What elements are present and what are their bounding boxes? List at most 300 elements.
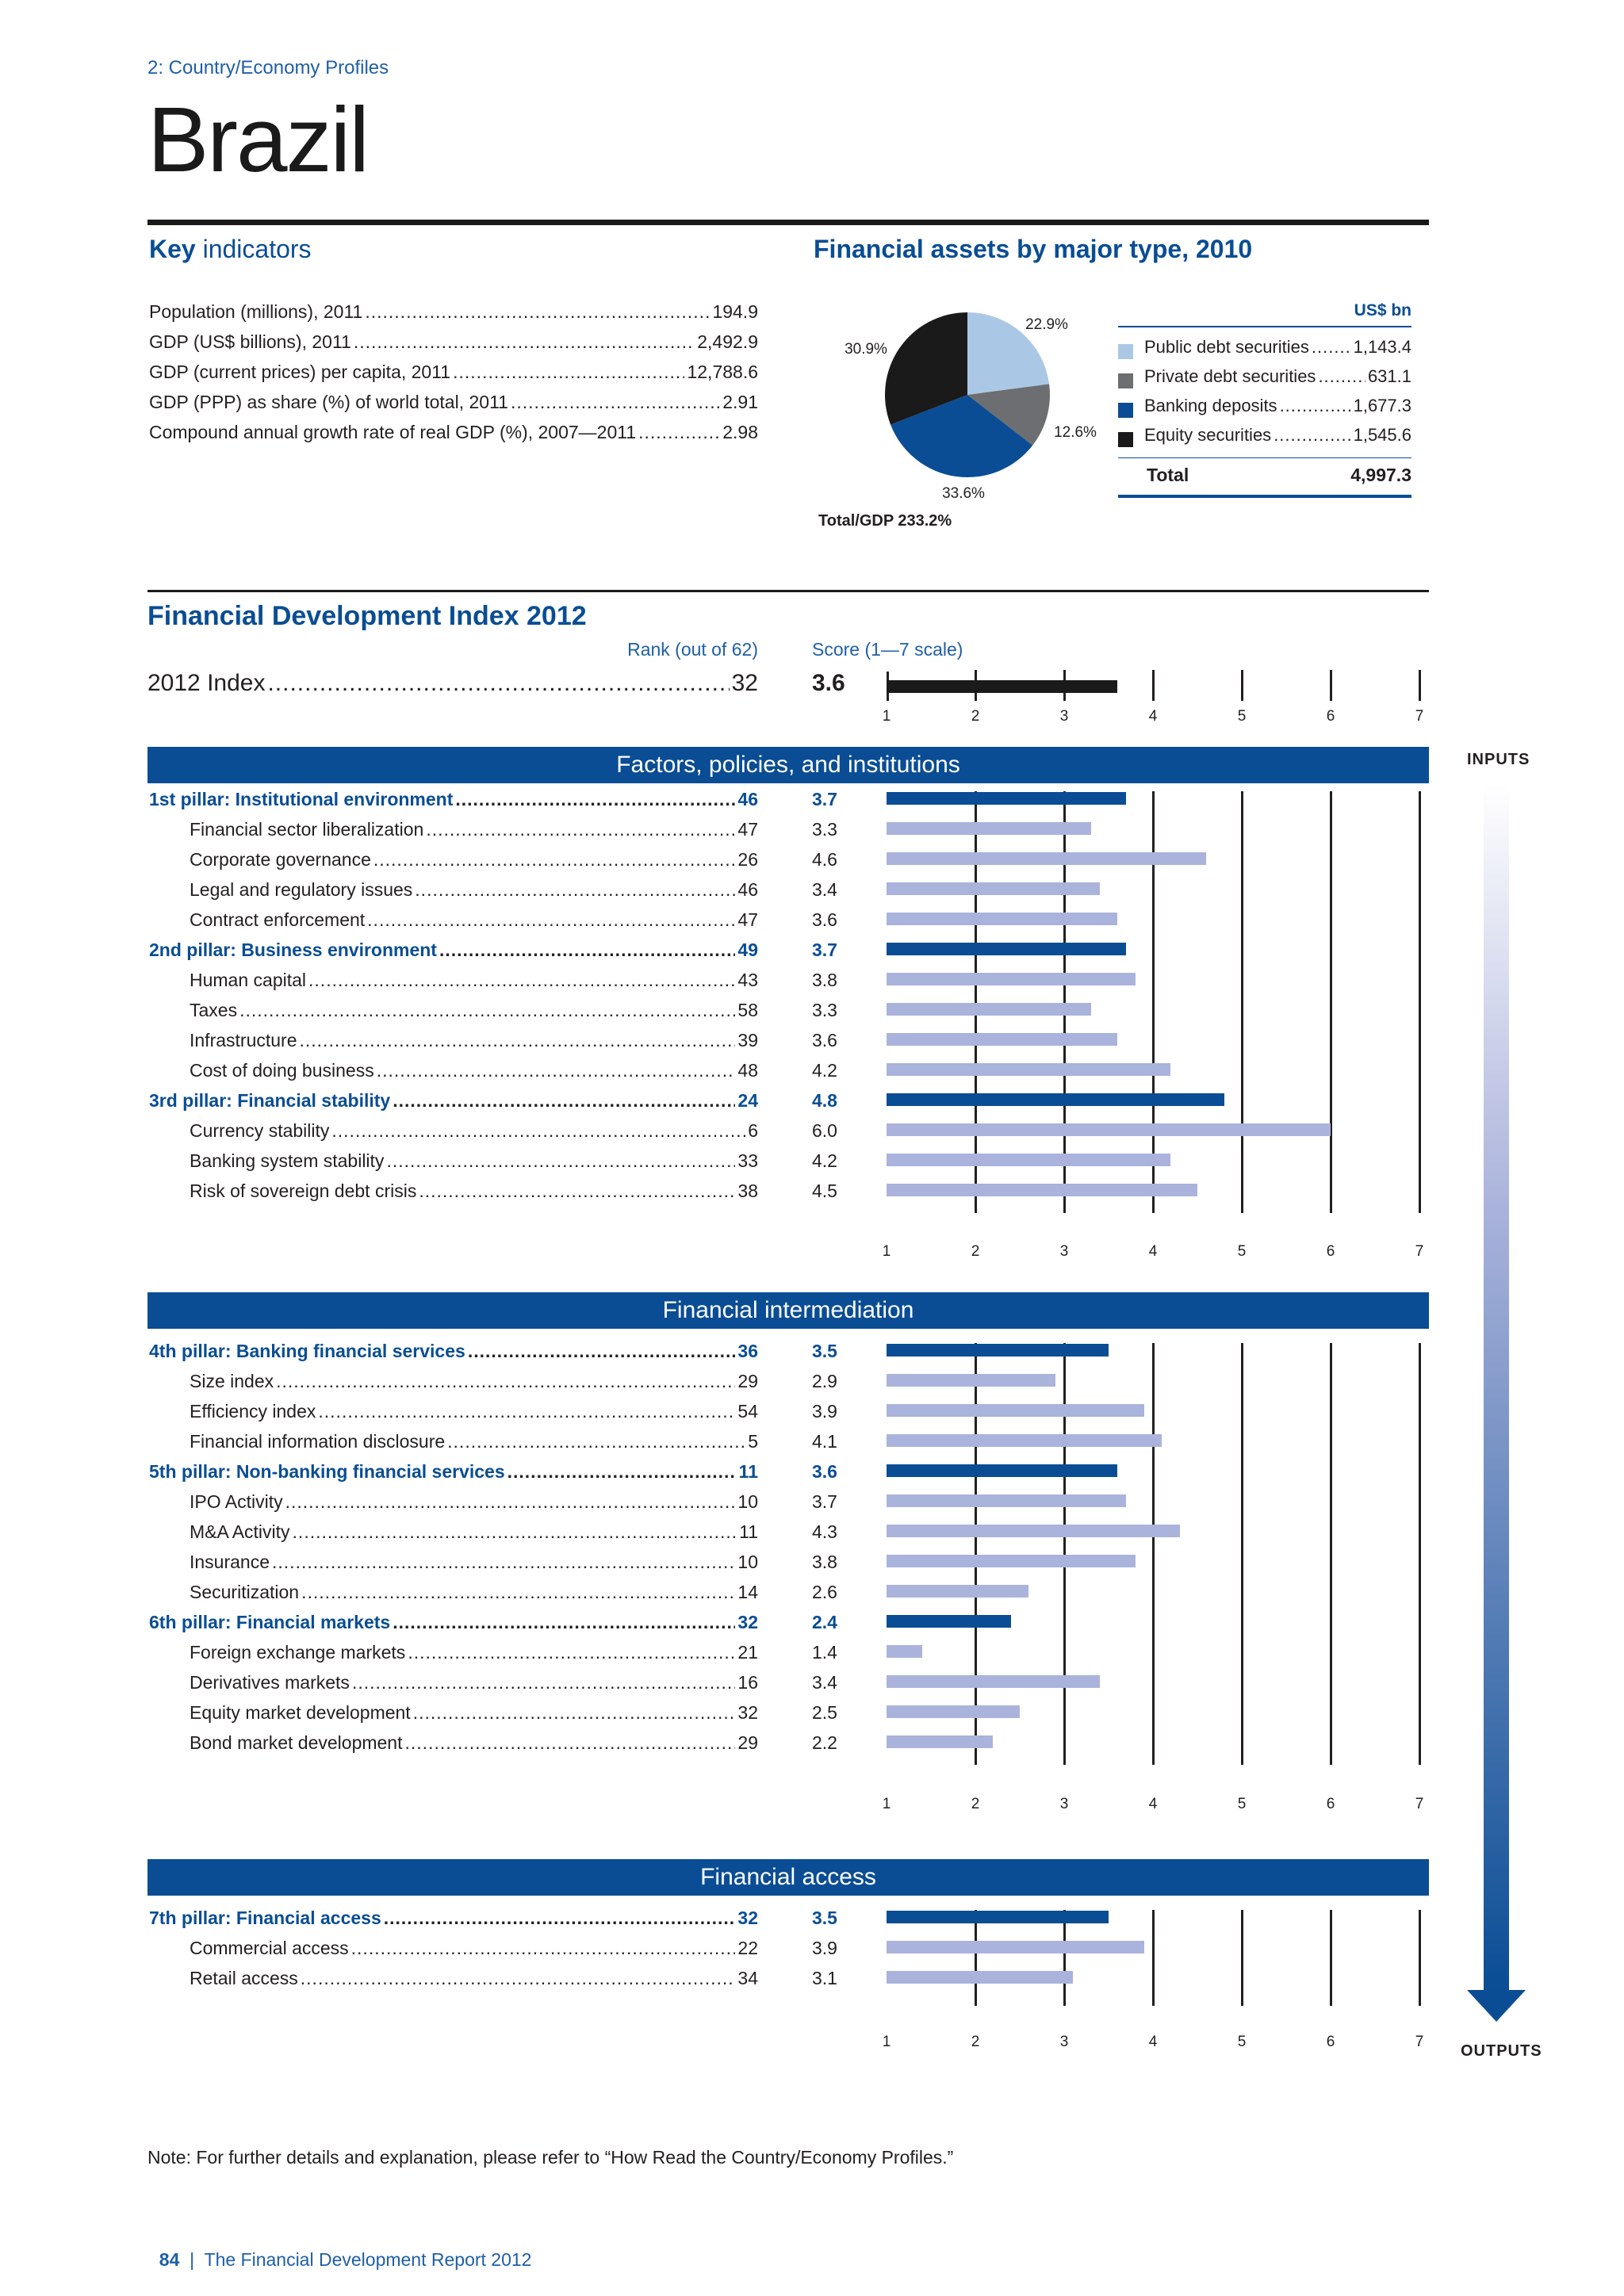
leader-dots — [373, 849, 736, 871]
pillar-row — [149, 939, 758, 970]
row-score: 2.5 — [812, 1702, 837, 1723]
indicator-row — [149, 1060, 758, 1090]
grid-line-section — [1152, 1910, 1155, 2006]
leader-dots — [285, 1491, 736, 1513]
inputs-label: INPUTS — [1467, 751, 1530, 768]
row-label: Securitization — [190, 1582, 300, 1602]
indicator-row — [149, 1672, 758, 1702]
row-score: 4.6 — [812, 849, 837, 870]
index-row — [147, 670, 758, 697]
indicator-row — [149, 879, 758, 909]
indicator-score-bar — [887, 1184, 1197, 1196]
leader-dots — [405, 1732, 736, 1754]
leader-dots — [413, 1702, 736, 1724]
section-band: Financial access — [147, 1859, 1429, 1896]
row-score: 4.8 — [812, 1090, 837, 1111]
row-rank: 47 — [737, 909, 758, 930]
leader-dots — [301, 1582, 735, 1603]
row-score: 3.6 — [812, 1030, 837, 1050]
axis-tick-label: 6 — [1326, 1243, 1335, 1260]
leader-dots — [276, 1371, 735, 1392]
index-score: 3.6 — [812, 670, 845, 696]
row-score: 3.6 — [812, 1461, 837, 1482]
row-label: Infrastructure — [190, 1030, 297, 1050]
leader-dots — [331, 1120, 745, 1142]
row-rank: 32 — [737, 1702, 758, 1723]
row-label: Financial information disclosure — [190, 1431, 446, 1452]
key-indicator-row — [149, 331, 758, 362]
legend-value: 631.1 — [1367, 366, 1411, 386]
row-label: Bond market development — [190, 1732, 403, 1753]
axis-tick-label: 7 — [1415, 2034, 1424, 2050]
legend-item — [1118, 396, 1411, 424]
key-indicator-row — [149, 362, 758, 392]
row-score: 2.9 — [812, 1371, 837, 1391]
legend-swatch — [1118, 344, 1133, 359]
leader-dots — [1274, 425, 1350, 446]
grid-line-section — [1330, 1910, 1332, 2006]
indicator-row — [149, 1120, 758, 1150]
indicator-score-bar — [887, 1434, 1162, 1447]
indicator-row — [149, 819, 758, 849]
legend-total-value: 4,997.3 — [1350, 465, 1411, 485]
section-band: Factors, policies, and institutions — [147, 747, 1429, 783]
axis-tick-label: 1 — [882, 708, 891, 725]
row-label: 2nd pillar: Business environment — [149, 939, 437, 960]
row-score: 4.5 — [812, 1181, 837, 1201]
pillar-row — [149, 1908, 758, 1938]
axis-tick-label: 6 — [1326, 708, 1335, 725]
grid-line-section — [1152, 1343, 1155, 1765]
key-indicators-heading — [149, 235, 312, 264]
indicator-score-bar — [887, 1971, 1073, 1984]
key-indicator-value: 2.91 — [722, 392, 758, 412]
pillar-score-bar — [887, 792, 1126, 805]
leader-dots — [384, 1908, 736, 1929]
indicator-row — [149, 1401, 758, 1431]
leader-dots — [419, 1181, 735, 1202]
row-label: 3rd pillar: Financial stability — [149, 1090, 391, 1111]
grid-line-section — [1419, 791, 1421, 1213]
leader-dots — [239, 1000, 735, 1021]
row-score: 3.4 — [812, 879, 837, 900]
row-label: Currency stability — [190, 1120, 330, 1141]
row-label: Contract enforcement — [190, 909, 366, 930]
indicator-score-bar — [887, 1154, 1170, 1166]
row-label: Commercial access — [190, 1938, 349, 1958]
legend-swatch — [1118, 373, 1133, 388]
top-divider — [147, 220, 1429, 225]
row-rank: 21 — [737, 1642, 758, 1663]
leader-dots — [351, 1938, 736, 1959]
row-score: 3.3 — [812, 1000, 837, 1020]
grid-line-index — [1330, 670, 1332, 701]
row-label: Derivatives markets — [190, 1672, 350, 1693]
row-score: 3.5 — [812, 1341, 837, 1361]
grid-line-section — [1419, 1343, 1421, 1765]
row-rank: 38 — [737, 1181, 758, 1201]
row-rank: 46 — [737, 789, 758, 809]
grid-line-index — [1241, 670, 1243, 701]
key-indicator-label: GDP (current prices) per capita, 2011 — [149, 362, 451, 382]
axis-tick-label: 5 — [1237, 1243, 1247, 1260]
axis-tick-label: 1 — [882, 2034, 891, 2050]
report-title: The Financial Development Report 2012 — [204, 2249, 532, 2270]
row-score: 3.9 — [812, 1401, 837, 1422]
leader-dots — [308, 970, 735, 991]
section-band: Financial intermediation — [147, 1292, 1429, 1329]
key-indicators-heading-key: Key — [149, 235, 196, 263]
axis-tick-label: 7 — [1415, 1243, 1424, 1260]
axis-tick-label: 2 — [971, 1243, 980, 1260]
pillar-score-bar — [887, 1615, 1011, 1628]
index-rank: 32 — [731, 670, 758, 696]
axis-tick-label: 7 — [1415, 1796, 1424, 1812]
leader-dots — [455, 789, 735, 810]
indicator-row — [149, 1732, 758, 1762]
country-title: Brazil — [147, 88, 369, 191]
pie-label-equity: 30.9% — [845, 341, 887, 358]
legend-total-label: Total — [1147, 465, 1189, 485]
leader-dots — [426, 819, 735, 840]
key-indicator-label: GDP (US$ billions), 2011 — [149, 331, 351, 352]
axis-tick-label: 4 — [1148, 1243, 1158, 1260]
axis-tick-label: 2 — [971, 1796, 980, 1812]
row-score: 3.3 — [812, 819, 837, 840]
row-label: Risk of sovereign debt crisis — [190, 1181, 417, 1201]
footer-separator: | — [190, 2249, 195, 2270]
pie-label-private: 12.6% — [1054, 424, 1097, 441]
row-score: 4.2 — [812, 1060, 837, 1081]
row-score: 2.4 — [812, 1612, 837, 1632]
row-rank: 29 — [737, 1732, 758, 1753]
fdi-divider — [147, 590, 1429, 592]
indicator-row — [149, 1938, 758, 1968]
leader-dots — [415, 879, 735, 901]
indicator-row — [149, 1030, 758, 1060]
key-indicator-label: Compound annual growth rate of real GDP (%), 2007—2011 — [149, 422, 637, 442]
axis-tick-label: 5 — [1237, 1796, 1247, 1812]
row-label: Size index — [190, 1371, 274, 1391]
legend-label: Banking deposits — [1144, 396, 1277, 415]
indicator-row — [149, 1150, 758, 1181]
leader-dots — [293, 1521, 737, 1543]
legend-top-rule — [1118, 326, 1411, 327]
pillar-score-bar — [887, 1093, 1224, 1106]
indicator-row — [149, 1702, 758, 1732]
row-label: 6th pillar: Financial markets — [149, 1612, 391, 1632]
key-indicator-label: GDP (PPP) as share (%) of world total, 2011 — [149, 392, 508, 412]
legend-value: 1,677.3 — [1353, 396, 1411, 415]
page-number: 84 — [159, 2249, 180, 2270]
row-label: Retail access — [190, 1968, 298, 1988]
leader-dots — [511, 392, 720, 413]
assets-pie-chart — [793, 285, 1126, 523]
indicator-score-bar — [887, 1705, 1020, 1718]
legend-label: Equity securities — [1144, 425, 1272, 445]
row-score: 3.7 — [812, 1491, 837, 1512]
indicator-row — [149, 1181, 758, 1211]
rank-header: Rank (out of 62) — [627, 639, 758, 660]
row-label: M&A Activity — [190, 1521, 290, 1542]
leader-dots — [1280, 396, 1351, 416]
axis-tick-label: 3 — [1059, 2034, 1069, 2050]
indicator-row — [149, 1491, 758, 1521]
row-label: 7th pillar: Financial access — [149, 1908, 381, 1928]
leader-dots — [301, 1968, 736, 1989]
page-footer — [149, 2228, 531, 2271]
row-label: Taxes — [190, 1000, 238, 1020]
indicator-score-bar — [887, 1063, 1170, 1076]
indicator-score-bar — [887, 1494, 1126, 1507]
leader-dots — [468, 1341, 736, 1362]
legend-value: 1,545.6 — [1353, 425, 1411, 445]
key-indicator-row — [149, 301, 758, 331]
indicator-score-bar — [887, 822, 1091, 835]
indicator-row — [149, 1968, 758, 1998]
row-rank: 47 — [737, 819, 758, 840]
row-rank: 6 — [748, 1120, 758, 1141]
indicator-score-bar — [887, 973, 1136, 985]
leader-dots — [439, 939, 735, 961]
row-score: 3.7 — [812, 939, 837, 960]
row-rank: 22 — [737, 1938, 758, 1958]
leader-dots — [408, 1642, 735, 1663]
indicator-row — [149, 909, 758, 939]
grid-line-section — [1241, 1343, 1243, 1765]
leader-dots — [377, 1060, 736, 1081]
row-label: Financial sector liberalization — [190, 819, 424, 840]
grid-line-section — [1241, 1910, 1243, 2006]
indicator-row — [149, 849, 758, 879]
row-rank: 26 — [737, 849, 758, 870]
pillar-row — [149, 1090, 758, 1120]
row-rank: 10 — [737, 1491, 758, 1512]
indicator-score-bar — [887, 1404, 1144, 1417]
row-rank: 14 — [737, 1582, 758, 1602]
legend-swatch — [1118, 403, 1133, 418]
axis-tick-label: 2 — [971, 2034, 980, 2050]
row-rank: 48 — [737, 1060, 758, 1081]
pillar-score-bar — [887, 943, 1126, 955]
row-rank: 39 — [737, 1030, 758, 1050]
row-rank: 36 — [737, 1341, 758, 1361]
leader-dots — [352, 1672, 735, 1693]
score-header: Score (1—7 scale) — [812, 639, 963, 660]
index-label: 2012 Index — [147, 670, 266, 696]
row-label: IPO Activity — [190, 1491, 283, 1512]
key-indicator-row — [149, 392, 758, 422]
row-rank: 54 — [737, 1401, 758, 1422]
row-score: 4.3 — [812, 1521, 837, 1542]
pillar-score-bar — [887, 1464, 1117, 1477]
axis-tick-label: 2 — [971, 708, 980, 725]
row-rank: 24 — [737, 1090, 758, 1111]
key-indicator-value: 194.9 — [712, 301, 758, 322]
assets-unit: US$ bn — [1354, 301, 1411, 320]
indicator-row — [149, 1582, 758, 1612]
row-rank: 33 — [737, 1150, 758, 1171]
row-rank: 43 — [737, 970, 758, 990]
pie-label-public: 22.9% — [1025, 316, 1068, 333]
leader-dots — [318, 1401, 735, 1422]
outputs-label: OUTPUTS — [1461, 2042, 1542, 2060]
axis-tick-label: 3 — [1059, 1243, 1069, 1260]
indicator-score-bar — [887, 1645, 922, 1658]
grid-line-section — [1419, 1910, 1421, 2006]
leader-dots — [393, 1090, 735, 1112]
leader-dots — [365, 301, 710, 323]
row-label: 5th pillar: Non-banking financial services — [149, 1461, 505, 1482]
total-gdp: Total/GDP 233.2% — [818, 512, 952, 530]
axis-tick-label: 5 — [1237, 708, 1247, 725]
row-rank: 10 — [737, 1552, 758, 1572]
legend-total-row — [1147, 465, 1411, 486]
legend-value: 1,143.4 — [1353, 337, 1411, 357]
grid-line-section — [1063, 1910, 1066, 2006]
row-rank: 58 — [737, 1000, 758, 1020]
indicator-row — [149, 1521, 758, 1552]
row-rank: 46 — [737, 879, 758, 900]
row-rank: 29 — [737, 1371, 758, 1391]
row-label: Efficiency index — [190, 1401, 316, 1422]
row-score: 2.2 — [812, 1732, 837, 1753]
legend-label: Private debt securities — [1144, 366, 1316, 386]
key-indicator-value: 12,788.6 — [687, 362, 758, 382]
pillar-row — [149, 1341, 758, 1371]
indicator-score-bar — [887, 1123, 1331, 1136]
row-score: 3.5 — [812, 1908, 837, 1928]
legend-item — [1118, 425, 1411, 453]
financial-assets-heading: Financial assets by major type, 2010 — [814, 235, 1253, 263]
row-label: Equity market development — [190, 1702, 411, 1723]
indicator-row — [149, 970, 758, 1000]
legend-bottom-rule — [1118, 495, 1411, 498]
leader-dots — [453, 362, 684, 383]
indicator-score-bar — [887, 1374, 1055, 1387]
indicator-score-bar — [887, 1003, 1091, 1016]
footnote: Note: For further details and explanation, please refer to “How Read the Country/Economy Profiles.” — [147, 2147, 954, 2168]
grid-line-section — [975, 1910, 977, 2006]
axis-tick-label: 1 — [882, 1796, 891, 1812]
indicator-row — [149, 1371, 758, 1401]
row-score: 4.2 — [812, 1150, 837, 1171]
pillar-row — [149, 1461, 758, 1491]
row-label: Banking system stability — [190, 1150, 385, 1171]
axis-tick-label: 3 — [1059, 708, 1069, 725]
axis-tick-label: 4 — [1148, 2034, 1158, 2050]
key-indicator-row — [149, 422, 758, 452]
legend-label: Public debt securities — [1144, 337, 1309, 357]
row-rank: 49 — [737, 939, 758, 960]
row-label: Insurance — [190, 1552, 270, 1572]
leader-dots — [354, 331, 695, 353]
axis-tick-label: 1 — [882, 1243, 891, 1260]
row-label: Human capital — [190, 970, 307, 990]
indicator-score-bar — [887, 1555, 1136, 1567]
row-score: 3.8 — [812, 970, 837, 990]
leader-dots — [272, 1552, 735, 1573]
axis-tick-label: 5 — [1237, 2034, 1247, 2050]
row-label: Corporate governance — [190, 849, 371, 870]
axis-tick-label: 4 — [1148, 1796, 1158, 1812]
legend-item — [1118, 366, 1411, 395]
indicator-row — [149, 1000, 758, 1030]
grid-line-section — [1330, 791, 1332, 1213]
grid-line-index — [1419, 670, 1421, 701]
leader-dots — [386, 1150, 735, 1172]
row-rank: 32 — [737, 1908, 758, 1928]
legend-total-rule — [1118, 457, 1411, 458]
fdi-heading: Financial Development Index 2012 — [147, 601, 587, 631]
row-score: 4.1 — [812, 1431, 837, 1452]
section-kicker: 2: Country/Economy Profiles — [147, 57, 389, 78]
key-indicator-label: Population (millions), 2011 — [149, 301, 363, 322]
leader-dots — [300, 1030, 736, 1051]
row-score: 3.8 — [812, 1552, 837, 1572]
leader-dots — [1318, 366, 1365, 387]
indicator-score-bar — [887, 852, 1206, 865]
row-score: 6.0 — [812, 1120, 837, 1141]
indicator-score-bar — [887, 1941, 1144, 1954]
row-score: 3.4 — [812, 1672, 837, 1693]
row-score: 1.4 — [812, 1642, 837, 1663]
axis-tick-label: 4 — [1148, 708, 1158, 725]
row-rank: 11 — [739, 1521, 758, 1542]
indicator-score-bar — [887, 913, 1117, 925]
grid-line-index — [1152, 670, 1155, 701]
leader-dots — [638, 422, 720, 443]
row-label: Foreign exchange markets — [190, 1642, 406, 1663]
axis-tick-label: 6 — [1326, 2034, 1335, 2050]
indicator-score-bar — [887, 1735, 993, 1748]
row-label: Legal and regulatory issues — [190, 879, 413, 900]
leader-dots — [367, 909, 735, 931]
key-indicator-value: 2,492.9 — [697, 331, 758, 352]
key-indicator-value: 2.98 — [722, 422, 758, 442]
row-label: 1st pillar: Institutional environment — [149, 789, 454, 809]
index-leader — [267, 670, 729, 697]
row-score: 2.6 — [812, 1582, 837, 1602]
row-rank: 34 — [737, 1968, 758, 1988]
indicator-score-bar — [887, 1585, 1028, 1598]
leader-dots — [508, 1461, 737, 1483]
pillar-row — [149, 789, 758, 819]
row-score: 3.1 — [812, 1968, 837, 1988]
pie-label-banking: 33.6% — [942, 485, 985, 502]
row-score: 3.6 — [812, 909, 837, 930]
leader-dots — [393, 1612, 735, 1633]
indicator-row — [149, 1552, 758, 1582]
index-score-bar — [887, 680, 1117, 693]
row-rank: 11 — [738, 1461, 758, 1482]
indicator-score-bar — [887, 1675, 1100, 1688]
row-score: 3.7 — [812, 789, 837, 809]
pillar-score-bar — [887, 1911, 1109, 1923]
inputs-outputs-arrow — [1465, 783, 1529, 2024]
key-indicators-heading-rest: indicators — [195, 235, 312, 263]
row-rank: 5 — [748, 1431, 758, 1452]
row-score: 3.9 — [812, 1938, 837, 1958]
leader-dots — [447, 1431, 745, 1452]
indicator-score-bar — [887, 1525, 1180, 1537]
row-rank: 16 — [737, 1672, 758, 1693]
row-label: 4th pillar: Banking financial services — [149, 1341, 465, 1361]
indicator-row — [149, 1431, 758, 1461]
axis-tick-label: 3 — [1059, 1796, 1069, 1812]
indicator-row — [149, 1642, 758, 1672]
axis-tick-label: 7 — [1415, 708, 1424, 725]
